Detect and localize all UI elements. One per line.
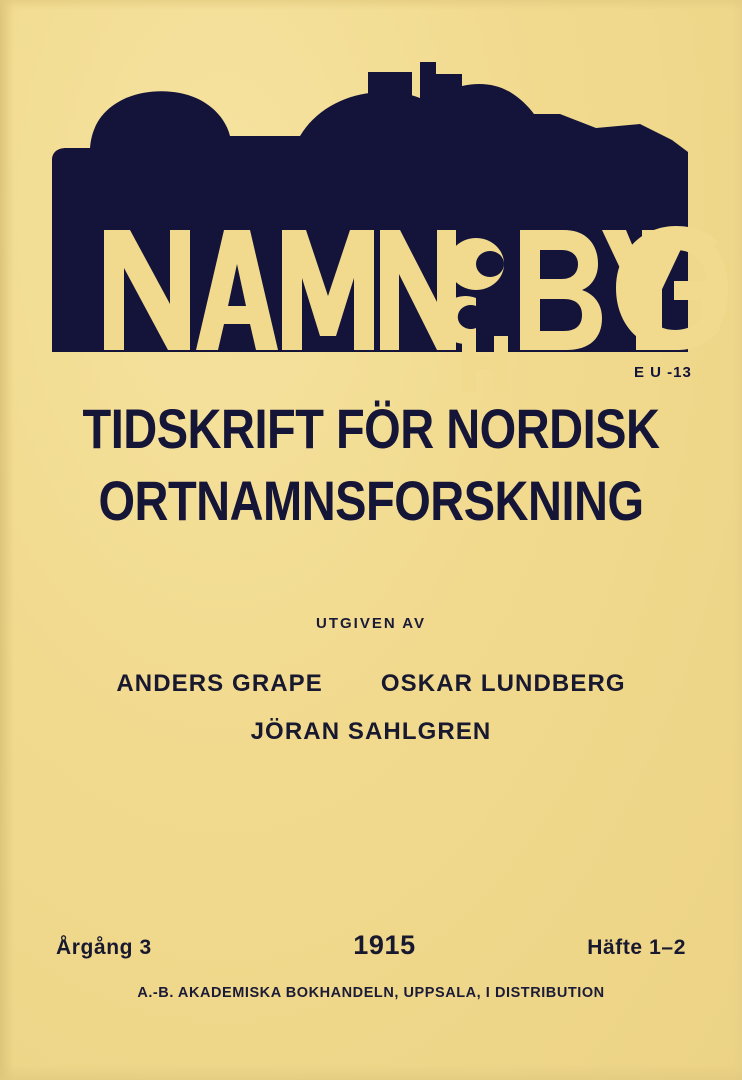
journal-logo — [0, 52, 742, 397]
subtitle-line-2: ORTNAMNSFORSKNING — [98, 469, 644, 532]
paper-edge-bottom — [0, 1064, 742, 1080]
issue-volume: Årgång 3 — [56, 936, 152, 959]
subtitle-line-1: TIDSKRIFT FÖR NORDISK — [82, 397, 660, 460]
utgiven-av-label: UTGIVEN AV — [315, 615, 426, 632]
issue-number: Häfte 1–2 — [587, 936, 686, 959]
editor-name-2: OSKAR LUNDBERG — [380, 670, 626, 697]
editors-row — [0, 670, 742, 698]
editor-name-1: ANDERS GRAPE — [116, 670, 323, 697]
publisher-line: A.-B. AKADEMISKA BOKHANDELN, UPPSALA, I DISTRIBUTION — [137, 985, 605, 1001]
artist-signature: E U -13 — [634, 364, 692, 381]
issue-line — [56, 930, 686, 961]
paper-edge-top — [0, 0, 742, 10]
editor-name-3: JÖRAN SAHLGREN — [250, 718, 492, 745]
issue-year: 1915 — [353, 930, 416, 960]
